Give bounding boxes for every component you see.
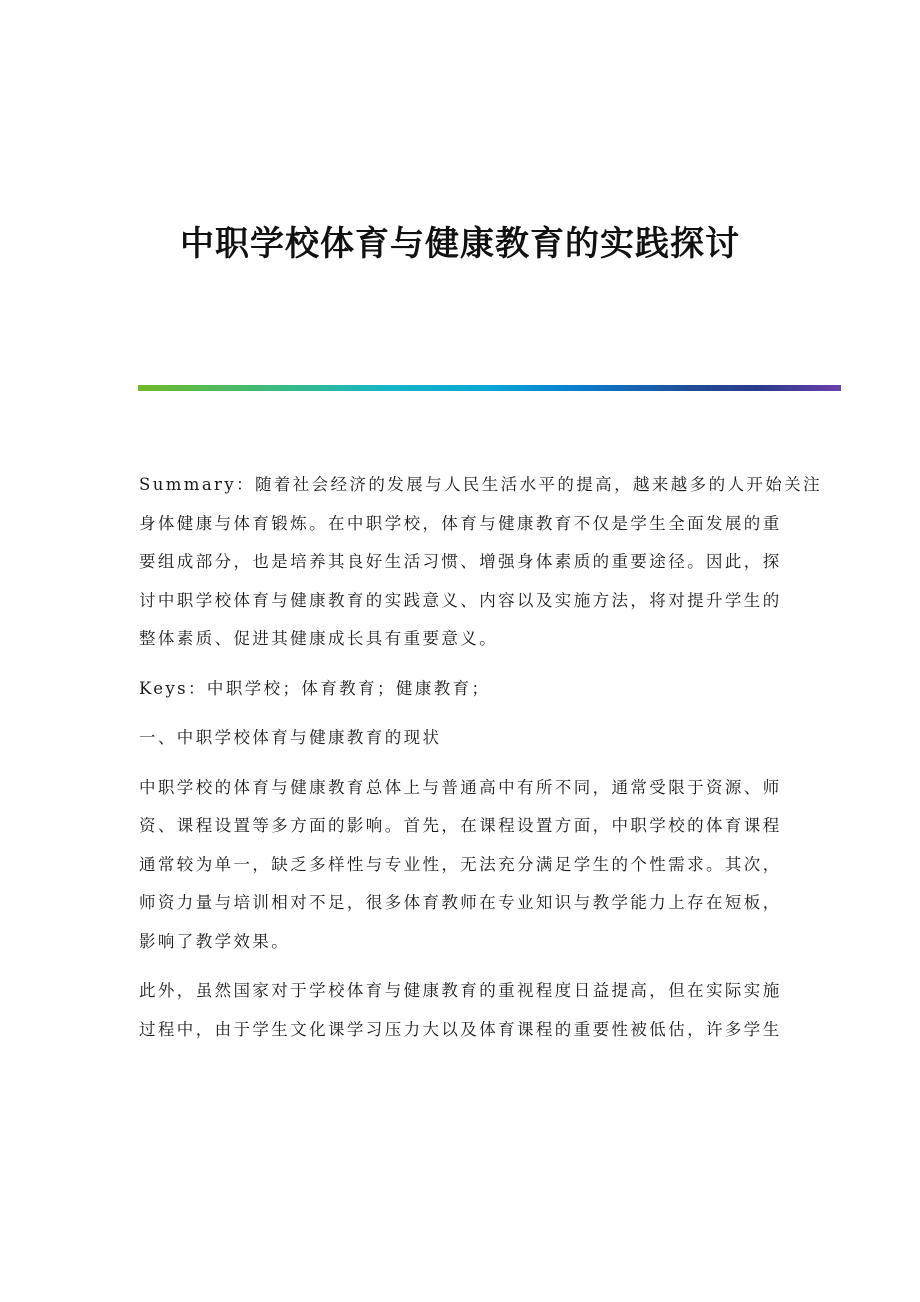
document-title: 中职学校体育与健康教育的实践探讨 (180, 224, 740, 264)
paragraph-line: 通常较为单一，缺乏多样性与专业性，无法充分满足学生的个性需求。其次， (139, 854, 782, 874)
paragraph-line: 过程中，由于学生文化课学习压力大以及体育课程的重要性被低估，许多学生 (139, 1019, 782, 1039)
paragraph-1 (139, 769, 784, 962)
summary-line: 讨中职学校体育与健康教育的实践意义、内容以及实施方法，将对提升学生的 (139, 590, 782, 610)
decorative-gradient-rule (138, 385, 841, 391)
section-heading-text: 一、中职学校体育与健康教育的现状 (139, 728, 442, 747)
section-heading (139, 719, 784, 758)
summary-line: Summary：随着社会经济的发展与人民生活水平的提高，越来越多的人开始关注 (139, 475, 822, 494)
paragraph-line: 资、课程设置等多方面的影响。首先，在课程设置方面，中职学校的体育课程 (139, 816, 782, 835)
summary-line: 身体健康与体育锻炼。在中职学校，体育与健康教育不仅是学生全面发展的重 (139, 513, 782, 533)
summary-line: 整体素质、促进其健康成长具有重要意义。 (139, 629, 499, 648)
paragraph-line: 中职学校的体育与健康教育总体上与普通高中有所不同，通常受限于资源、师 (139, 777, 782, 797)
paragraph-line: 师资力量与培训相对不足，很多体育教师在专业知识与教学能力上存在短板， (139, 893, 782, 912)
summary-paragraph (139, 466, 822, 659)
paragraph-2 (139, 972, 784, 1049)
paragraph-line: 影响了教学效果。 (139, 931, 291, 951)
document-body (139, 466, 822, 1049)
keywords (139, 670, 784, 709)
summary-line: 要组成部分，也是培养其良好生活习惯、增强身体素质的重要途径。因此，探 (139, 552, 782, 571)
keywords-line: Keys：中职学校；体育教育；健康教育； (139, 678, 491, 698)
paragraph-line: 此外，虽然国家对于学校体育与健康教育的重视程度日益提高，但在实际实施 (139, 981, 782, 1000)
